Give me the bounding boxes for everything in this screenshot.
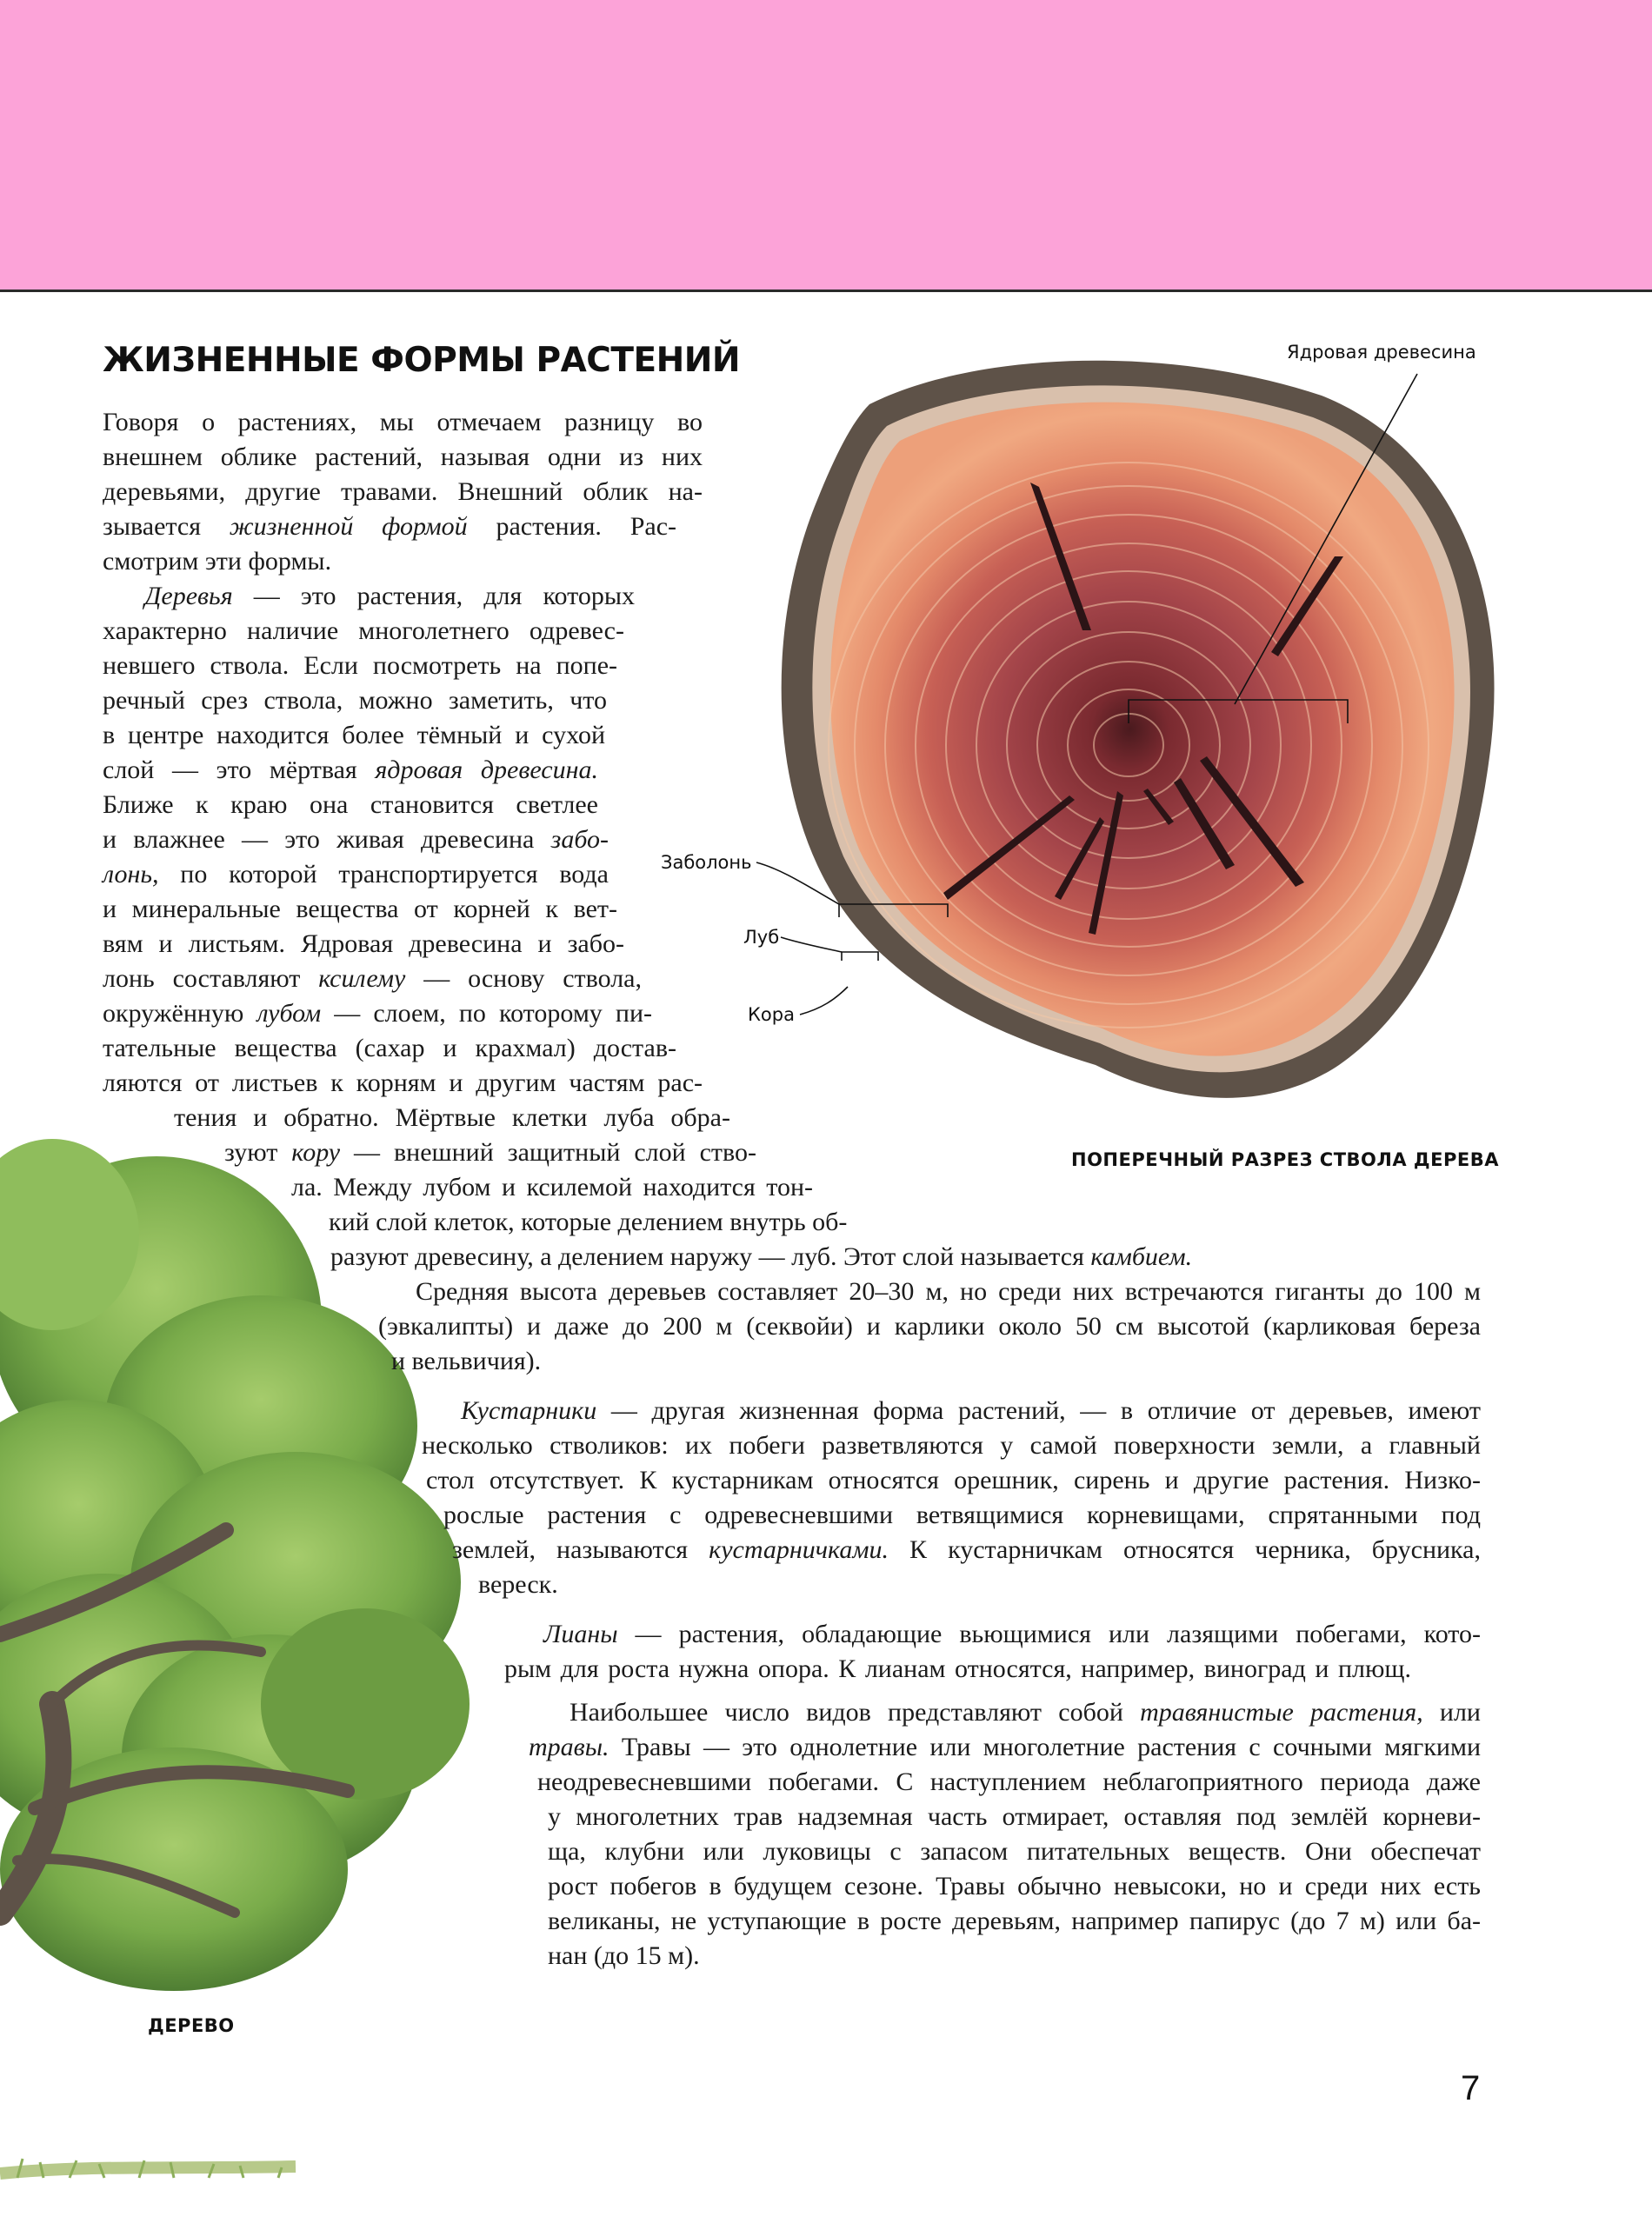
phloem-bracket [842,952,878,961]
body-line: и минеральные вещества от корней к вет- [103,895,617,923]
tree-caption: ДЕРЕВО [148,2015,235,2036]
diagram-caption: ПОПЕРЕЧНЫЙ РАЗРЕЗ СТВОЛА ДЕРЕВА [1071,1149,1499,1170]
body-line: слой — это мёртвая ядровая древесина. [103,756,598,784]
body-line: травы. Травы — это однолетние или многолетние растения с сочными мягкими [529,1733,1481,1761]
body-line: великаны, не уступающие в росте деревьям, например папирус (до 7 м) или ба- [548,1907,1481,1935]
body-line: внешнем облике растений, называя одни из них [103,443,703,471]
body-line: характерно наличие многолетнего одревес- [103,616,624,645]
body-line: Наибольшее число видов представляют собой травянистые растения, или [570,1698,1481,1727]
body-line: тения и обратно. Мёртвые клетки луба обра- [174,1103,730,1132]
body-line: смотрим эти формы. [103,547,332,576]
body-line: рым для роста нужна опора. К лианам относятся, например, виноград и плющ. [504,1654,1411,1683]
body-line: Лианы — растения, обладающие вьющимися или лазящими побегами, кото- [543,1620,1481,1648]
body-line: речный срез ствола, можно заметить, что [103,686,607,715]
body-line: несколько стволиков: их побеги разветвляются у самой поверхности земли, а главный [422,1431,1481,1460]
body-line: вям и листьям. Ядровая древесина и забо- [103,929,624,958]
body-line: нан (до 15 м). [548,1941,700,1970]
body-line: неодревесневшими побегами. С наступлением неблагоприятного периода даже [537,1767,1481,1796]
section-title: ЖИЗНЕННЫЕ ФОРМЫ РАСТЕНИЙ [103,341,741,380]
body-line: Деревья — это растения, для которых [144,582,635,610]
body-line: кий слой клеток, которые делением внутрь об- [329,1208,848,1236]
body-line: рослые растения с одревесневшими ветвящимися корневищами, спрятанными под [443,1501,1481,1529]
label-phloem: Луб [743,927,780,948]
sapwood-leader [756,862,839,904]
bark-leader [800,987,848,1015]
label-bark: Кора [748,1004,795,1025]
body-line: ща, клубни или луковицы с запасом питательных веществ. Они обеспечат [548,1837,1481,1866]
label-heartwood: Ядровая древесина [1287,342,1476,363]
body-line: окружённую лубом — слоем, по которому пи- [103,999,653,1028]
body-line: в центре находится более тёмный и сухой [103,721,605,749]
body-line: ла. Между лубом и ксилемой находится тон- [291,1173,813,1202]
body-line: Ближе к краю она становится светлее [103,790,598,819]
body-line: деревьями, другие травами. Внешний облик на- [103,477,703,506]
body-line: (эвкалипты) и даже до 200 м (секвойи) и карлики около 50 см высотой (карликовая береза [378,1312,1481,1341]
body-line: тательные вещества (сахар и крахмал) достав- [103,1034,676,1062]
body-line: Говоря о растениях, мы отмечаем разницу во [103,408,703,436]
body-line: лонь составляют ксилему — основу ствола, [103,964,642,993]
body-line: рост побегов в будущем сезоне. Травы обычно невысоки, но и среди них есть [548,1872,1481,1900]
label-sapwood: Заболонь [661,852,752,873]
body-line: невшего ствола. Если посмотреть на попе- [103,651,617,680]
body-line: зуют кору — внешний защитный слой ство- [224,1138,756,1167]
sapwood-bracket [839,904,948,917]
body-line: зывается жизненной формой растения. Рас- [103,512,676,541]
body-line: и влажнее — это живая древесина забо- [103,825,609,854]
page-number: 7 [1461,2069,1481,2107]
body-line: вереск. [478,1570,558,1599]
body-line: Кустарники — другая жизненная форма растений, — в отличие от деревьев, имеют [461,1396,1481,1425]
phloem-leader [781,937,842,952]
body-line: землей, называются кустарничками. К кустарничкам относятся черника, брусника, [452,1535,1481,1564]
body-line: у многолетних трав надземная часть отмирает, оставляя под землёй корневи- [548,1802,1481,1831]
body-line: разуют древесину, а делением наружу — луб. Этот слой называется камбием. [330,1242,1193,1271]
heartwood-leader [1235,374,1417,704]
body-line: Средняя высота деревьев составляет 20–30 м, но среди них встречаются гиганты до 100 м [416,1277,1481,1306]
body-line: ляются от листьев к корням и другим частям рас- [103,1068,703,1097]
body-line: стол отсутствует. К кустарникам относятся орешник, сирень и другие растения. Низко- [426,1466,1481,1494]
heartwood-bracket [1129,700,1348,723]
body-line: и вельвичия). [391,1347,542,1375]
body-line: лонь, по которой транспортируется вода [103,860,609,889]
